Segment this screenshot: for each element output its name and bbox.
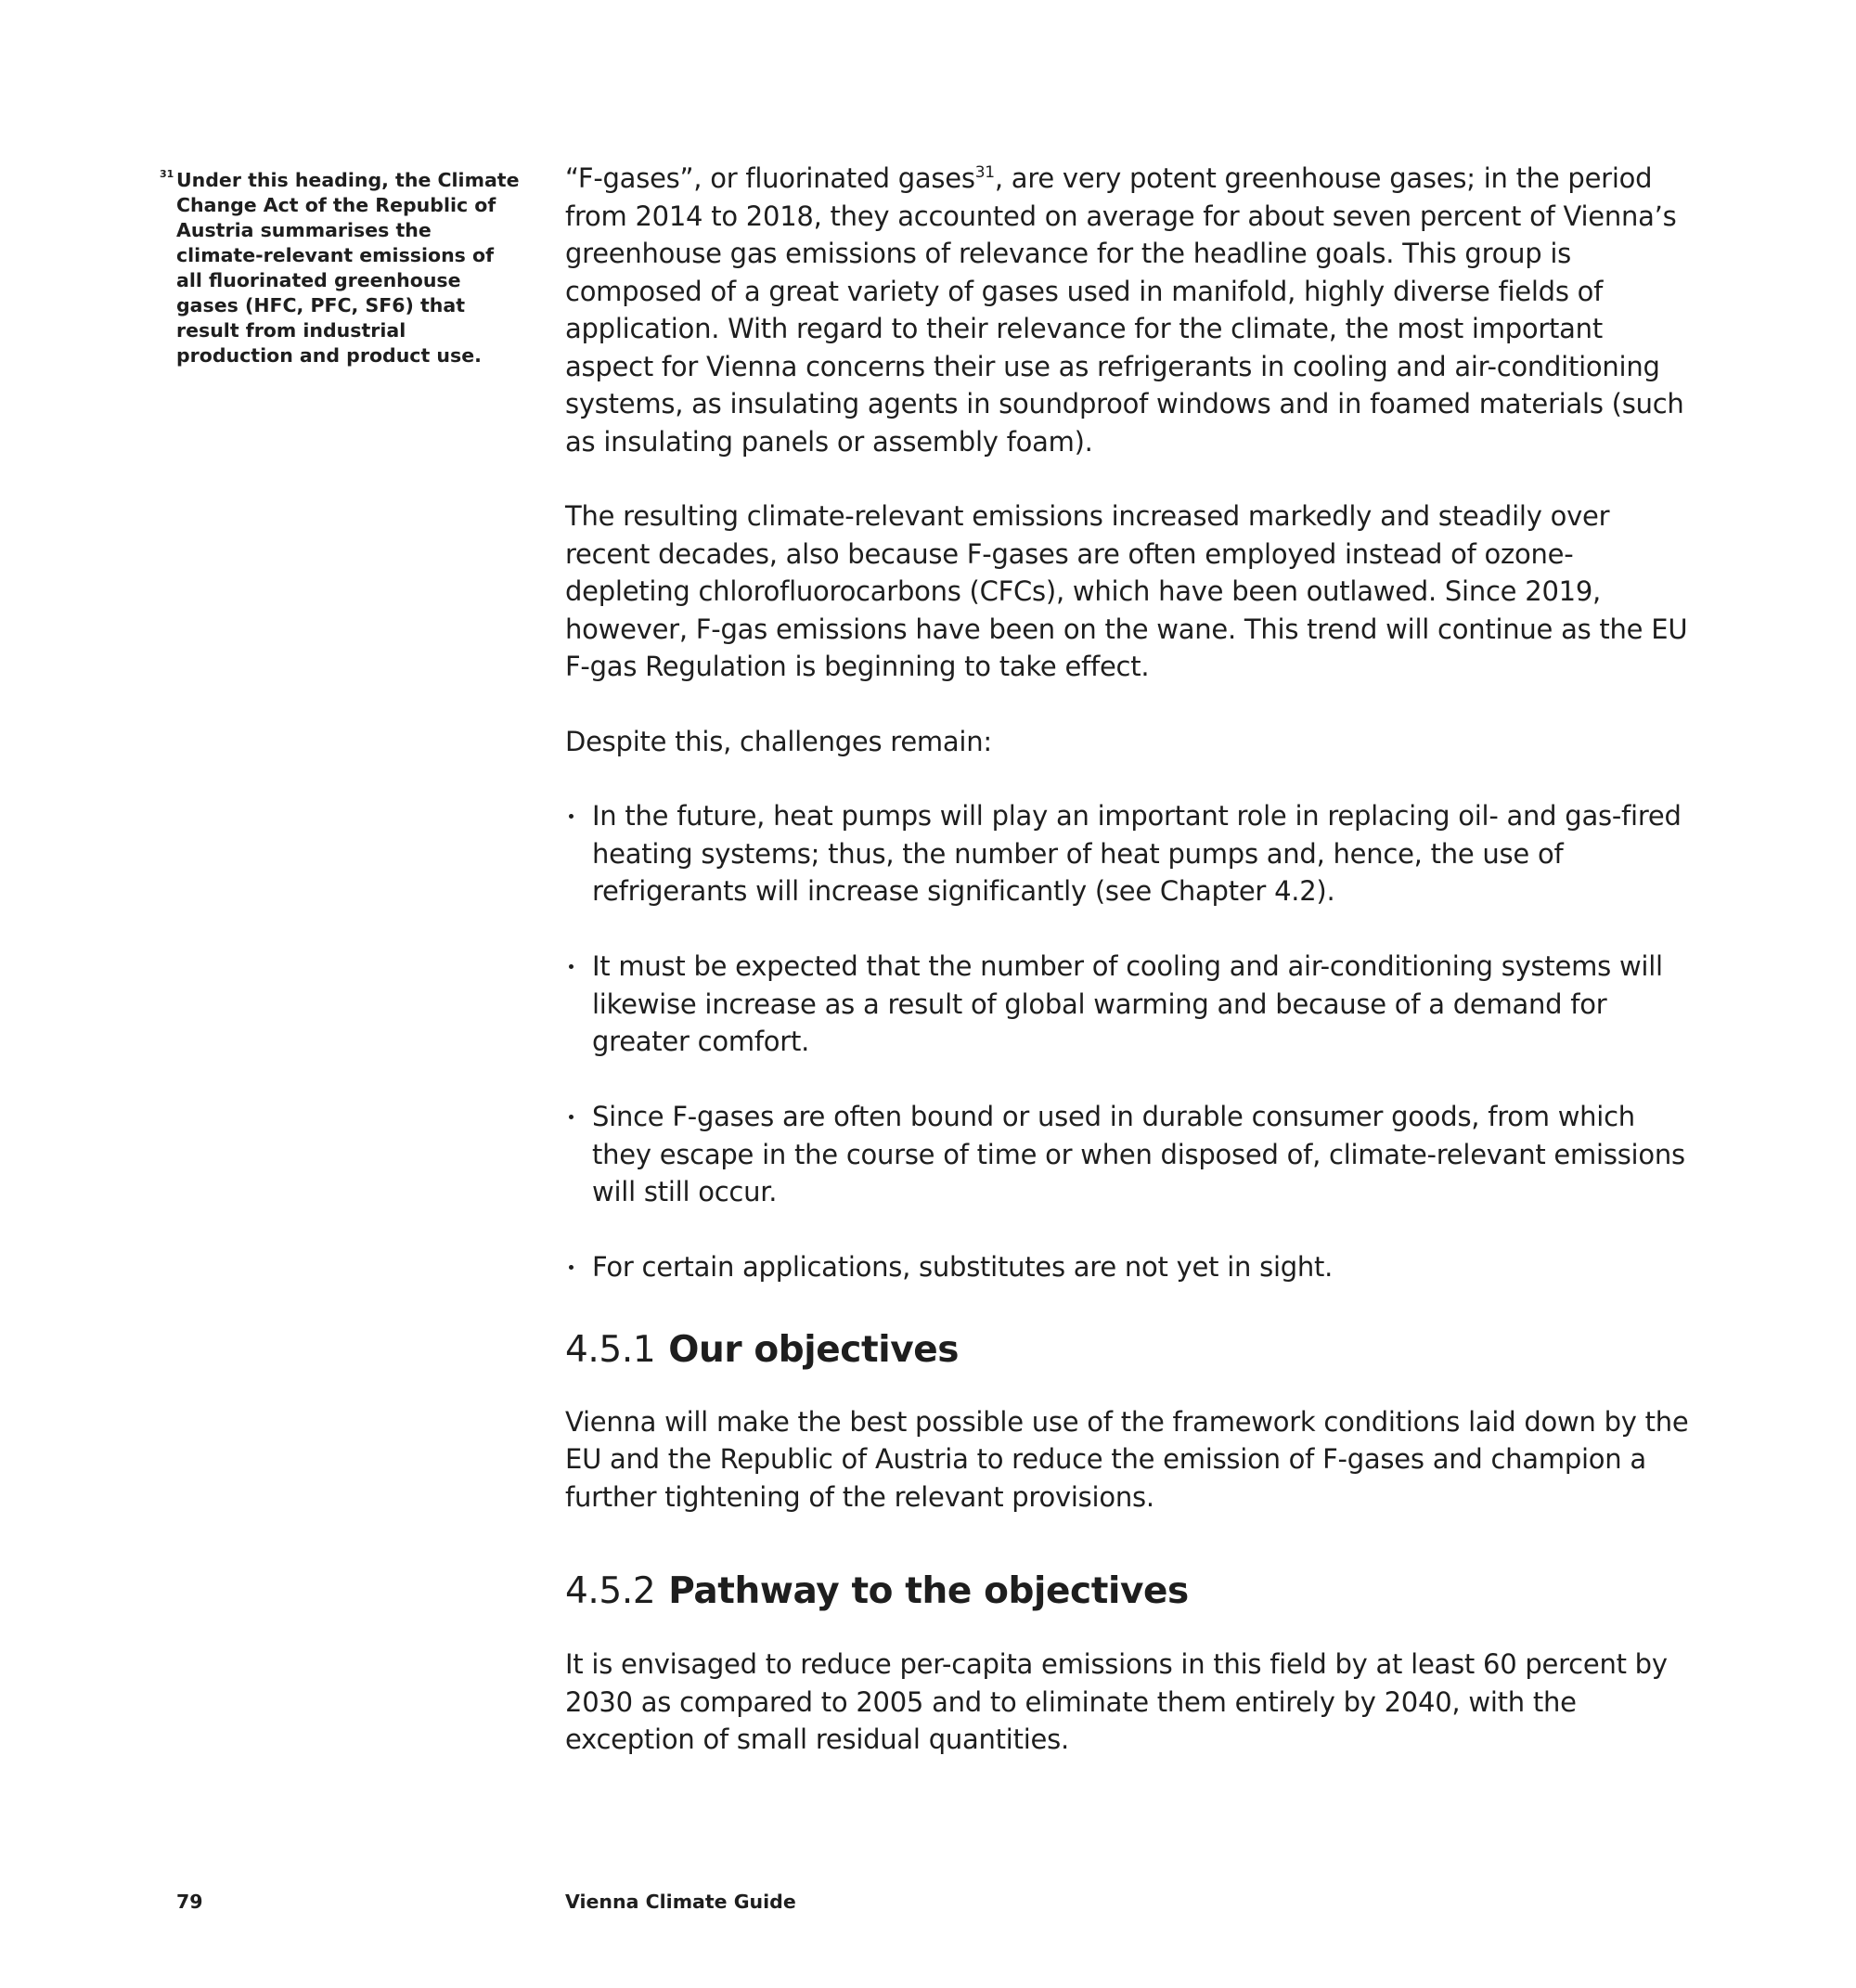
bullet-dot-icon [569, 1265, 574, 1270]
section-heading-our-objectives [565, 1327, 1693, 1374]
list-item-text: In the future, heat pumps will play an important role in replacing oil- and gas-fired heating systems; thus, the number of heat pumps and, hence, the use of refrigerants will increase significantly (see Chapter 4.2). [592, 800, 1682, 907]
section-title: Pathway to the objectives [668, 1570, 1189, 1612]
bullet-dot-icon [569, 814, 574, 819]
section-heading-pathway [565, 1568, 1693, 1615]
list-item [565, 797, 1693, 910]
list-item-text: It must be expected that the number of cooling and air-conditioning systems will likewise increase as a result of global warming and because of a demand for greater comfort. [592, 950, 1663, 1057]
paragraph-pathway: It is envisaged to reduce per-capita emissions in this field by at least 60 percent by 2030 as compared to 2005 and to eliminate them entirely by 2040, with the exception of small residual quantities. [565, 1648, 1668, 1755]
paragraph-fgases-intro-rest: , are very potent greenhouse gases; in the period from 2014 to 2018, they accounted on average for about seven percent of Vienna’s greenhouse gas emissions of relevance for the headline goals. This group is composed of a great variety of gases used in manifold, highly diverse fields of application. With regard to their relevance for the climate, the most important aspect for Vienna concerns their use as refrigerants in cooling and air-conditioning systems, as insulating agents in soundproof windows and in foamed materials (such as insulating panels or assembly foam). [565, 162, 1684, 458]
list-item-text: Since F-gases are often bound or used in durable consumer goods, from which they escape in the course of time or when disposed of, climate-relevant emissions will still occur. [592, 1101, 1685, 1207]
publication-title: Vienna Climate Guide [565, 1891, 796, 1913]
paragraph-fgases-intro-start: “F-gases”, or fluorinated gases [565, 162, 975, 194]
paragraph-our-objectives: Vienna will make the best possible use of the framework conditions laid down by the EU and the Republic of Austria to reduce the emission of F-gases and champion a further tightening of the relevant provisions. [565, 1405, 1689, 1513]
section-number: 4.5.2 [565, 1570, 656, 1612]
main-text-column [565, 160, 1693, 1759]
list-item [565, 948, 1693, 1061]
footnote-31 [160, 168, 522, 368]
page-number: 79 [176, 1891, 203, 1913]
challenges-list [565, 797, 1693, 1286]
list-item [565, 1098, 1693, 1211]
footnote-text: Under this heading, the Climate Change Act of the Republic of Austria summarises the climate-relevant emissions of all fluorinated greenhouse gases (HFC, PFC, SF6) that result from industrial production and product use. [176, 169, 520, 367]
section-number: 4.5.1 [565, 1328, 656, 1371]
section-title: Our objectives [668, 1328, 960, 1371]
list-item-text: For certain applications, substitutes are not yet in sight. [592, 1251, 1334, 1283]
paragraph-fgases-intro [565, 160, 1693, 460]
paragraph-emissions-trend: The resulting climate-relevant emissions increased markedly and steadily over recent decades, also because F-gases are often employed instead of ozone-depleting chlorofluorocarbons (CFCs), which have been outlawed. Since 2019, however, F-gas emissions have been on the wane. This trend will continue as the EU F-gas Regulation is beginning to take effect. [565, 500, 1688, 682]
list-item [565, 1248, 1693, 1286]
bullet-dot-icon [569, 1115, 574, 1119]
footnote-reference-31[interactable]: 31 [974, 163, 995, 182]
bullet-dot-icon [569, 964, 574, 969]
paragraph-challenges-intro: Despite this, challenges remain: [565, 725, 992, 757]
footnote-marker: 31 [160, 168, 174, 180]
